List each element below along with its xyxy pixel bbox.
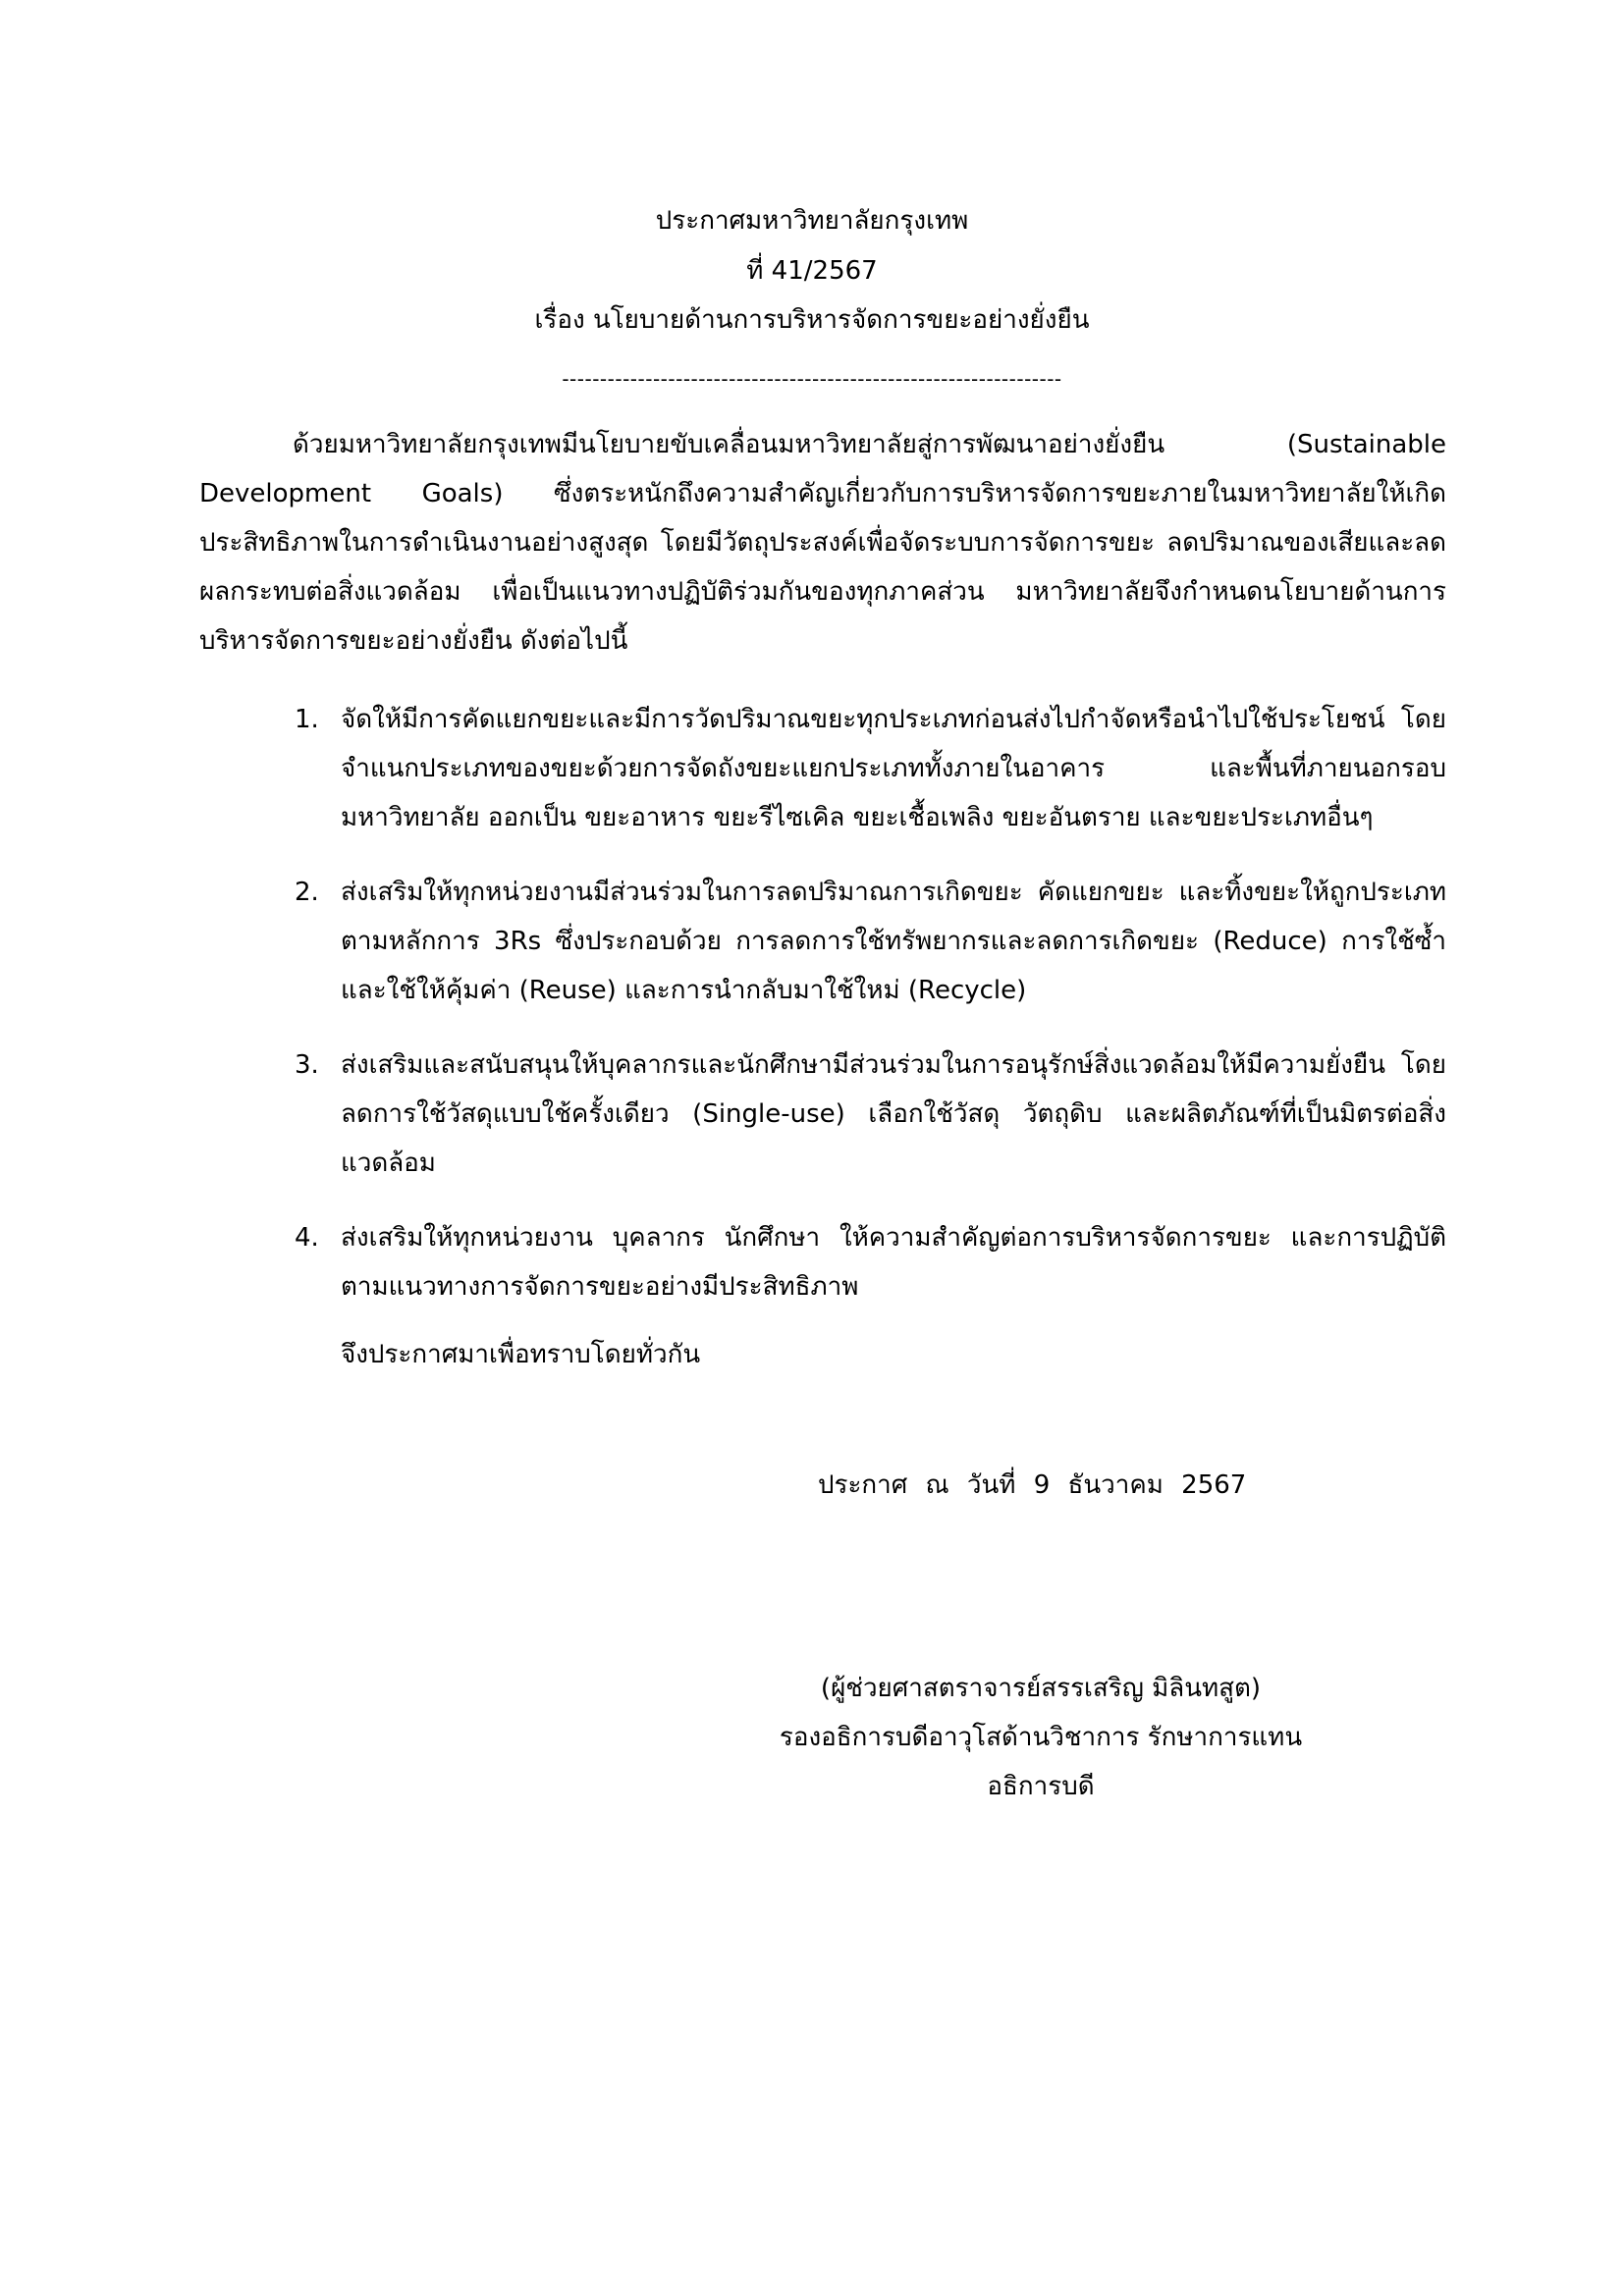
header-divider: ------------------------------------------------------------------ [562, 367, 1062, 391]
policy-item-text: จัดให้มีการคัดแยกขยะและมีการวัดปริมาณขยะทุกประเภทก่อนส่งไปกำจัดหรือนำไปใช้ประโยชน์ โดยจำแนกประเภทของขยะด้วยการจัดถังขยะแยกประเภททั้งภายในอาคาร และพื้นที่ภายนอกรอบมหาวิทยาลัย ออกเป็น ขยะอาหาร ขยะรีไซเคิล ขยะเชื้อเพลิง ขยะอันตราย และขยะประเภทอื่นๆ [341, 705, 1446, 832]
policy-item-number: 1. [295, 705, 319, 734]
policy-item [0, 1041, 1624, 1188]
policy-item-number: 2. [295, 878, 319, 907]
announcement-date: ประกาศ ณ วันที่ 9 ธันวาคม 2567 [818, 1470, 1247, 1500]
policy-item [0, 695, 1624, 842]
policy-item-text: ส่งเสริมให้ทุกหน่วยงานมีส่วนร่วมในการลดปริมาณการเกิดขยะ คัดแยกขยะ และทิ้งขยะให้ถูกประเภทตามหลักการ 3Rs ซึ่งประกอบด้วย การลดการใช้ทรัพยากรและลดการเกิดขยะ (Reduce) การใช้ซ้ำและใช้ให้คุ้มค่า (Reuse) และการนำกลับมาใช้ใหม่ (Recycle) [341, 878, 1446, 1005]
intro-paragraph: ด้วยมหาวิทยาลัยกรุงเทพมีนโยบายขับเคลื่อนมหาวิทยาลัยสู่การพัฒนาอย่างยั่งยืน (Sustainable Development Goals) ซึ่งตระหนักถึงความสำคัญเกี่ยวกับการบริหารจัดการขยะภายในมหาวิทยาลัยให้เกิดประสิทธิภาพในการดำเนินงานอย่างสูงสุด โดยมีวัตถุประสงค์เพื่อจัดระบบการจัดการขยะ ลดปริมาณของเสียและลดผลกระทบต่อสิ่งแวดล้อม เพื่อเป็นแนวทางปฏิบัติร่วมกันของทุกภาคส่วน มหาวิทยาลัยจึงกำหนดนโยบายด้านการบริหารจัดการขยะอย่างยั่งยืน ดังต่อไปนี้ [199, 430, 1446, 656]
signatory-position: รองอธิการบดีอาวุโสด้านวิชาการ รักษาการแทน [779, 1723, 1303, 1752]
announcement-title: ประกาศมหาวิทยาลัยกรุงเทพ [655, 206, 969, 236]
policy-item-text: ส่งเสริมและสนับสนุนให้บุคลากรและนักศึกษามีส่วนร่วมในการอนุรักษ์สิ่งแวดล้อมให้มีความยั่งยืน โดยลดการใช้วัสดุแบบใช้ครั้งเดียว (Single-use) เลือกใช้วัสดุ วัตถุดิบ และผลิตภัณฑ์ที่เป็นมิตรต่อสิ่งแวดล้อม [341, 1050, 1446, 1178]
policy-list [0, 695, 1624, 1337]
policy-item [0, 1213, 1624, 1311]
announcement-number: ที่ 41/2567 [746, 256, 878, 286]
policy-item [0, 868, 1624, 1015]
signatory-title: อธิการบดี [987, 1772, 1095, 1801]
announcement-subject: เรื่อง นโยบายด้านการบริหารจัดการขยะอย่างยั่งยืน [534, 305, 1090, 335]
signatory-name: (ผู้ช่วยศาสตราจารย์สรรเสริญ มิลินทสูต) [820, 1674, 1262, 1703]
policy-item-number: 4. [295, 1223, 319, 1253]
policy-item-number: 3. [295, 1050, 319, 1080]
policy-item-text: ส่งเสริมให้ทุกหน่วยงาน บุคลากร นักศึกษา ให้ความสำคัญต่อการบริหารจัดการขยะ และการปฏิบัติตามแนวทางการจัดการขยะอย่างมีประสิทธิภาพ [341, 1223, 1446, 1302]
closing-statement: จึงประกาศมาเพื่อทราบโดยทั่วกัน [341, 1340, 701, 1369]
